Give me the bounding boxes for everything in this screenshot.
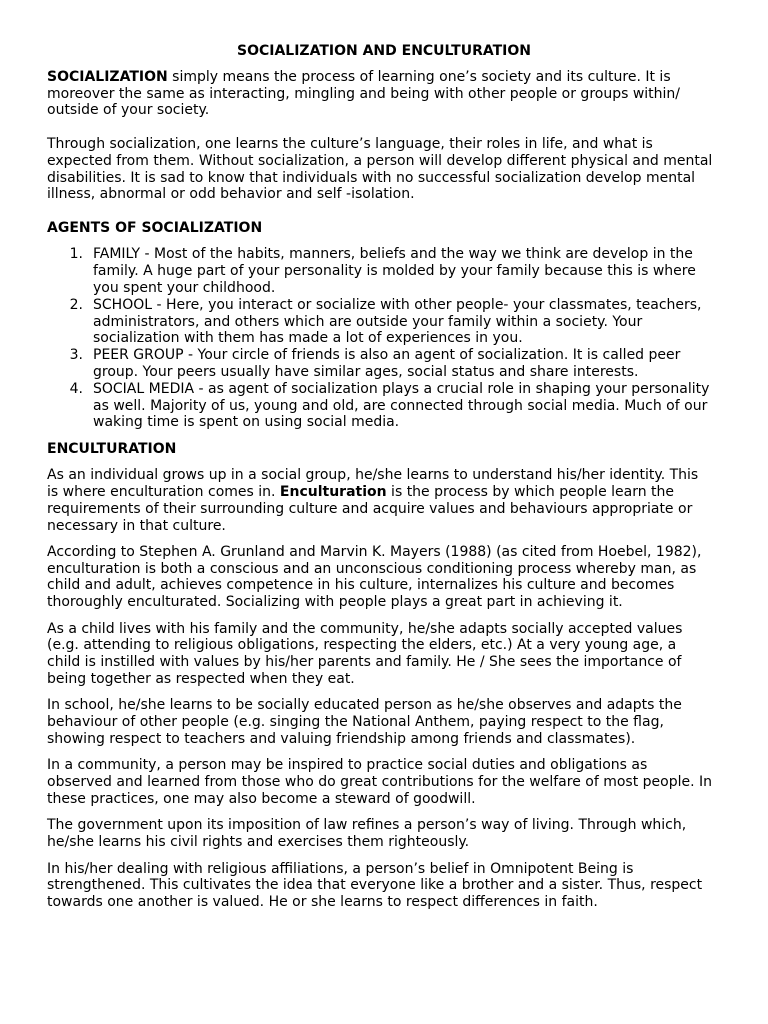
paragraph-enculturation-definition xyxy=(47,467,721,534)
text-line: SCHOOL - Here, you interact or socialize with other people- your classmates, teachers, xyxy=(93,296,702,313)
text-line: In a community, a person may be inspired to practice social duties and obligations as xyxy=(47,757,648,774)
paragraph-government xyxy=(47,817,721,851)
paragraph-community xyxy=(47,757,721,807)
text-line: you spent your childhood. xyxy=(93,279,276,296)
list-number: 2. xyxy=(69,296,83,313)
text-line: (e.g. attending to religious obligations, respecting the elders, etc.) At a very young age, a xyxy=(47,637,677,654)
text-run: is the process by which people learn the xyxy=(386,483,675,500)
text-line xyxy=(47,484,721,501)
text-line: he/she learns his civil rights and exercises them righteously. xyxy=(47,834,470,851)
text-line: group. Your peers usually have similar ages, social status and share interests. xyxy=(93,363,639,380)
text-line: PEER GROUP - Your circle of friends is also an agent of socialization. It is called peer xyxy=(93,347,681,364)
text-line: As a child lives with his family and the community, he/she adapts socially accepted values xyxy=(47,620,683,637)
text-line: these practices, one may also become a steward of goodwill. xyxy=(47,791,476,808)
text-line: family. A huge part of your personality is molded by your family because this is where xyxy=(93,263,696,280)
text-line: observed and learned from those who do great contributions for the welfare of most people. In xyxy=(47,774,713,791)
list-item xyxy=(47,347,721,381)
list-number: 4. xyxy=(69,380,83,397)
text-line: socialization with them has made a lot of experiences in you. xyxy=(93,330,523,347)
section-heading-agents: AGENTS OF SOCIALIZATION xyxy=(47,219,263,236)
text-line: showing respect to teachers and valuing friendship among friends and classmates). xyxy=(47,731,636,748)
paragraph-socialization-importance xyxy=(47,136,721,203)
text-line: waking time is spent on using social media. xyxy=(93,414,400,431)
list-number: 3. xyxy=(69,347,83,364)
paragraph-family-community xyxy=(47,621,721,688)
term-socialization: SOCIALIZATION xyxy=(47,68,168,85)
text-line: disabilities. It is sad to know that individuals with no successful socialization develop mental xyxy=(47,169,696,186)
text-line: child is instilled with values by his/her parents and family. He / She sees the importance of xyxy=(47,654,682,671)
text-line: being together as respected when they eat. xyxy=(47,671,355,688)
list-number: 1. xyxy=(69,246,83,263)
text-line: towards one another is valued. He or she learns to respect differences in faith. xyxy=(47,894,598,911)
text-line: necessary in that culture. xyxy=(47,517,226,534)
text-line: The government upon its imposition of law refines a person’s way of living. Through which, xyxy=(47,817,687,834)
text-line: FAMILY - Most of the habits, manners, beliefs and the way we think are develop in the xyxy=(93,246,693,263)
text-line: behaviour of other people (e.g. singing the National Anthem, paying respect to the flag, xyxy=(47,714,664,731)
text-line: as well. Majority of us, young and old, are connected through social media. Much of our xyxy=(93,397,708,414)
text-line: Through socialization, one learns the culture’s language, their roles in life, and what is xyxy=(47,135,653,152)
paragraph-school xyxy=(47,697,721,747)
text-line: outside of your society. xyxy=(47,102,210,119)
text-line: In his/her dealing with religious affiliations, a person’s belief in Omnipotent Being is xyxy=(47,860,634,877)
text-line: In school, he/she learns to be socially educated person as he/she observes and adapts the xyxy=(47,697,682,714)
term-enculturation: Enculturation xyxy=(279,483,387,500)
text-line: expected from them. Without socialization, a person will develop different physical and mental xyxy=(47,152,713,169)
text-line: As an individual grows up in a social group, he/she learns to understand his/her identity. This xyxy=(47,467,699,484)
list-item xyxy=(47,381,721,431)
text-run: simply means the process of learning one’s society and its culture. It is xyxy=(167,68,671,85)
text-line: strengthened. This cultivates the idea that everyone like a brother and a sister. Thus, respect xyxy=(47,877,703,894)
paragraph-enculturation-citation xyxy=(47,544,721,611)
text-line: thoroughly enculturated. Socializing with people plays a great part in achieving it. xyxy=(47,594,623,611)
text-line: enculturation is both a conscious and an unconscious conditioning process whereby man, as xyxy=(47,560,697,577)
text-line: child and adult, achieves competence in his culture, internalizes his culture and becomes xyxy=(47,577,675,594)
agents-list xyxy=(47,246,721,431)
text-run: is where enculturation comes in. xyxy=(47,483,280,500)
section-heading-enculturation: ENCULTURATION xyxy=(47,440,177,457)
paragraph-religion xyxy=(47,861,721,911)
text-line: illness, abnormal or odd behavior and self -isolation. xyxy=(47,186,415,203)
list-item xyxy=(47,297,721,347)
paragraph-socialization-definition xyxy=(47,69,721,119)
text-line: According to Stephen A. Grunland and Marvin K. Mayers (1988) (as cited from Hoebel, 1982), xyxy=(47,543,702,560)
list-item xyxy=(47,246,721,296)
text-line xyxy=(47,69,721,86)
text-line: moreover the same as interacting, mingling and being with other people or groups within/ xyxy=(47,85,681,102)
document-title: SOCIALIZATION AND ENCULTURATION xyxy=(237,43,531,59)
text-line: administrators, and others which are outside your family within a society. Your xyxy=(93,313,643,330)
text-line: requirements of their surrounding culture and acquire values and behaviours appropriate or xyxy=(47,500,693,517)
text-line: SOCIAL MEDIA - as agent of socialization plays a crucial role in shaping your personality xyxy=(93,380,710,397)
